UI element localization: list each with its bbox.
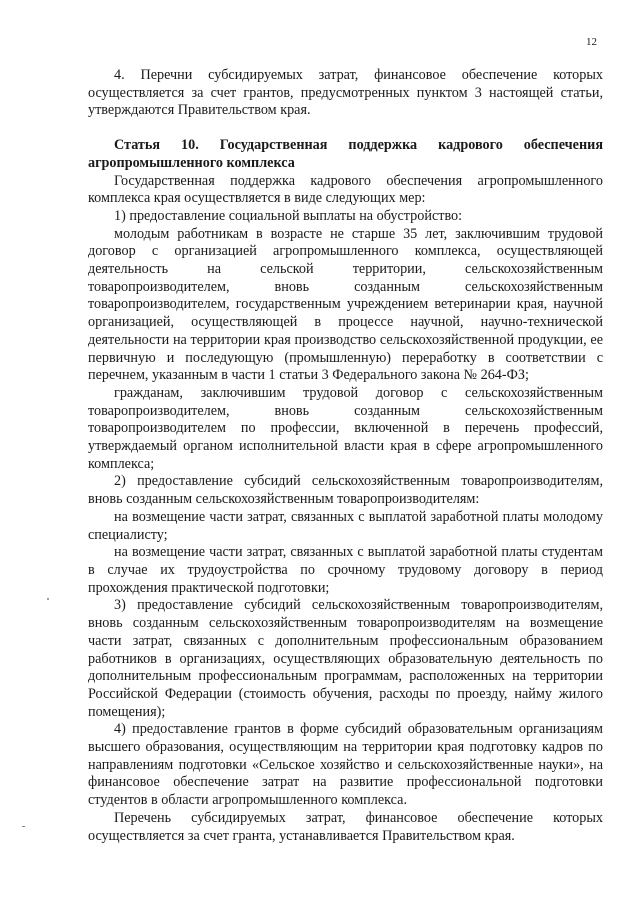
paragraph-item-2: 2) предоставление субсидий сельскохозяйственным товаропроизводителям, вновь созданным сельскохозяйственным товаропроизводителям: (88, 473, 603, 508)
paragraph-item-4: 4) предоставление грантов в форме субсидий образовательным организациям высшего образования, осуществляющим на территории края подготовку кадров по направлениям подготовки «Сельское хозяйство и сельскохозяйственные науки», на финансовое обеспечение затрат на развитие профессиональной подготовки студентов в области агропромышленного комплекса. (88, 721, 603, 809)
paragraph-young-workers: молодым работникам в возрасте не старше 35 лет, заключившим трудовой договор с организацией агропромышленного комплекса, осуществляющей деятельность на сельской территории, сельскохозяйственным товаропроизводителем, вновь созданным сельскохозяйственным товаропроизводителем, государственным учреждением ветеринарии края, научной организацией, осуществляющей в процессе научной, научно-технической деятельности на территории края производство сельскохозяйственной продукции, ее первичную и последующую (промышленную) переработку в соответствии с перечнем, указанным в части 1 статьи 3 Федерального закона № 264-ФЗ; (88, 225, 603, 384)
intro-paragraph: 4. Перечни субсидируемых затрат, финансовое обеспечение которых осуществляется за счет грантов, предусмотренных пунктом 3 настоящей статьи, утверждаются Правительством края. (88, 67, 603, 119)
article-title: Статья 10. Государственная поддержка кадрового обеспечения агропромышленного комплекса (88, 137, 603, 171)
paragraph-citizens: гражданам, заключившим трудовой договор с сельскохозяйственным товаропроизводителем, вновь созданным сельскохозяйственным товаропроизводителем по профессии, включенной в перечень профессий, утверждаемый органом исполнительной власти края в сфере агропромышленного комплекса; (88, 384, 603, 472)
paragraph-grant-costs: Перечень субсидируемых затрат, финансовое обеспечение которых осуществляется за счет гранта, устанавливается Правительством края. (88, 809, 603, 844)
paragraph-support-forms: Государственная поддержка кадрового обеспечения агропромышленного комплекса края осуществляется в виде следующих мер: (88, 172, 603, 207)
paragraph-item-1: 1) предоставление социальной выплаты на обустройство: (114, 207, 463, 224)
document-body (88, 67, 603, 845)
paragraph-young-specialist: на возмещение части затрат, связанных с выплатой заработной платы молодому специалисту; (88, 508, 603, 543)
scan-speck (47, 598, 49, 600)
paragraph-item-3: 3) предоставление субсидий сельскохозяйственным товаропроизводителям, вновь созданным сельскохозяйственным товаропроизводителям на возмещение части затрат, связанных с дополнительным профессиональным образованием работников в организациях, осуществляющих образовательную деятельность по дополнительным профессиональным программам, расположенных на территории Российской Федерации (стоимость обучения, расходы по проезду, найму жилого помещения); (88, 597, 603, 720)
paragraph-students-salary: на возмещение части затрат, связанных с выплатой заработной платы студентам в случае их трудоустройства по срочному трудовому договору в период прохождения практической подготовки; (88, 544, 603, 596)
page-number: 12 (586, 36, 597, 48)
scan-speck (22, 826, 25, 827)
